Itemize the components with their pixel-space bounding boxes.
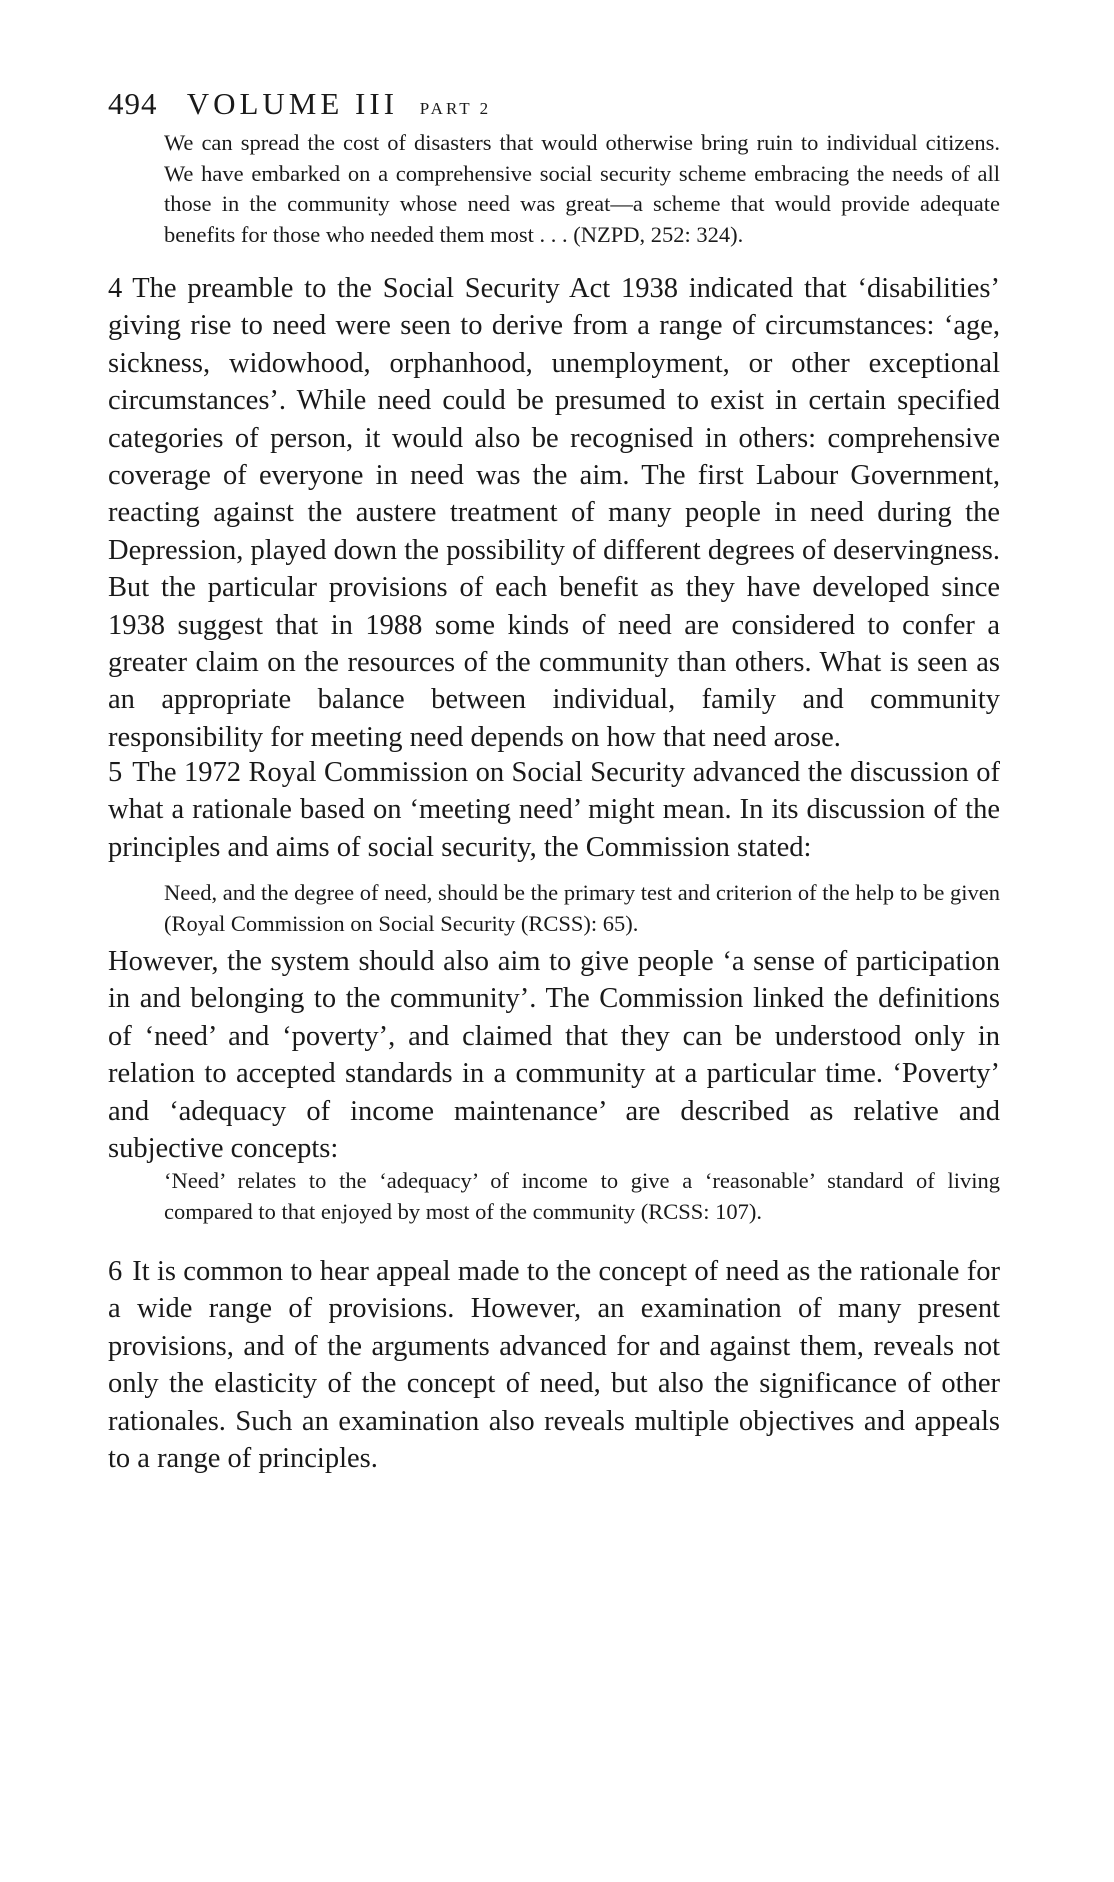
- paragraph-number: 6: [108, 1256, 123, 1287]
- paragraph-number: 4: [108, 273, 123, 304]
- quote-text: ‘Need’ relates to the ‘adequacy’ of income to give a ‘reasonable’ standard of living compared to that enjoyed by most of the community (RCSS: 107).: [164, 1168, 1000, 1224]
- part-label: PART 2: [419, 99, 492, 118]
- paragraph-text: The preamble to the Social Security Act 1938 indicated that ‘disabilities’ giving rise to need were seen to derive from a range of circumstances: ‘age, sickness, widowhood, orphanhood, unemployment, or other exceptional circumstances’. While need could be presumed to exist in certain specified categories of person, it would also be recognised in others: comprehensive coverage of everyone in need was the aim. The first Labour Government, reacting against the austere treatment of many people in need during the Depression, played down the possibility of different degrees of deservingness. But the particular provisions of each benefit as they have developed since 1938 suggest that in 1988 some kinds of need are considered to confer a greater claim on the resources of the community than others. What is seen as an appropriate balance between individual, family and community responsibility for meeting need depends on how that need arose.: [108, 273, 1000, 753]
- page-number: 494: [108, 86, 158, 121]
- paragraph-text: It is common to hear appeal made to the concept of need as the rationale for a wide range of provisions. However, an examination of many present provisions, and of the arguments advanced for and against them, reveals not only the elasticity of the concept of need, but also the significance of other rationales. Such an examination also reveals multiple objectives and appeals to a range of principles.: [108, 1256, 1000, 1475]
- paragraph-number: 5: [108, 757, 123, 788]
- block-quote: [164, 1166, 1000, 1227]
- block-quote: [164, 878, 1000, 939]
- paragraph-text: The 1972 Royal Commission on Social Security advanced the discussion of what a rationale based on ‘meeting need’ might mean. In its discussion of the principles and aims of social security, the Commission stated:: [108, 757, 1000, 863]
- paragraph-text: However, the system should also aim to give people ‘a sense of participation in and belonging to the community’. The Commission linked the definitions of ‘need’ and ‘poverty’, and claimed that they can be understood only in relation to accepted standards in a community at a particular time. ‘Poverty’ and ‘adequacy of income maintenance’ are described as relative and subjective concepts:: [108, 946, 1000, 1165]
- volume-label: VOLUME III: [186, 86, 399, 121]
- paragraph: [108, 1253, 1000, 1477]
- block-quote: [164, 128, 1000, 250]
- quote-text: Need, and the degree of need, should be the primary test and criterion of the help to be given (Royal Commission on Social Security (RCSS): 65).: [164, 880, 1000, 936]
- paragraph: [108, 943, 1000, 1167]
- paragraph: [108, 754, 1000, 866]
- quote-text: We can spread the cost of disasters that would otherwise bring ruin to individual citizens. We have embarked on a comprehensive social security scheme embracing the needs of all those in the community whose need was great—a scheme that would provide adequate benefits for those who needed them most . . . (NZPD, 252: 324).: [164, 130, 1000, 247]
- paragraph: [108, 270, 1000, 756]
- running-head: [108, 86, 491, 127]
